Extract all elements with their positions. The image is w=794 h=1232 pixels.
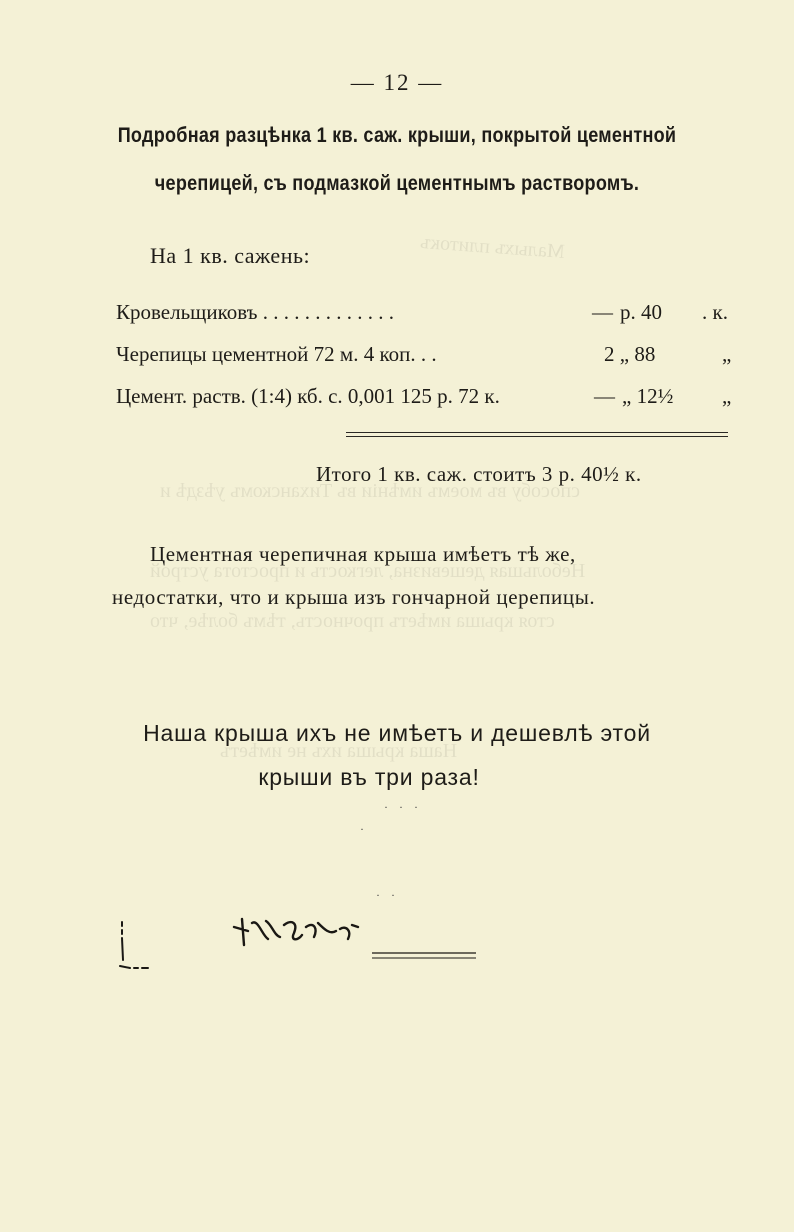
bleed-through-text: способу въ моемъ имѣніи въ Тиханскомъ уѣздѣ и: [160, 480, 580, 502]
row-label: Кровельщиковъ . . . . . . . . . . . . .: [116, 300, 394, 324]
slogan-line-1: Наша крыша ихъ не имѣетъ и дешевлѣ этой: [143, 720, 651, 746]
ink-speck: ·: [360, 822, 368, 836]
bleed-through-text: Наша крыша ихъ не имѣетъ: [220, 740, 458, 762]
row-label: Цемент. раств. (1:4) кб. с. 0,001 125 р. 72 к.: [116, 384, 500, 408]
subheading: На 1 кв. сажень:: [150, 243, 311, 268]
paragraph-line-2: недостатки, что и крыша изъ гончарной церепицы.: [112, 585, 596, 609]
ink-speck: · ·: [376, 888, 399, 902]
bleed-through-text: Малыхъ плитокъ: [419, 230, 566, 264]
row-dash: —: [592, 300, 613, 324]
row-kopecks: „: [722, 342, 732, 366]
row-label: Черепицы цементной 72 м. 4 коп. . .: [116, 342, 437, 366]
row-rubles: р. 40: [620, 300, 662, 324]
signature-icon: [232, 905, 482, 975]
bleed-through-text: стоя крыша имѣетъ прочность, тѣмъ болѣе, что: [150, 610, 555, 632]
total-line: Итого 1 кв. саж. стоитъ 3 р. 40½ к.: [316, 462, 642, 486]
heading-line-1: Подробная разцѣнка 1 кв. саж. крыши, покрытой цементной: [117, 124, 677, 147]
page-number: — 12 —: [350, 70, 444, 95]
row-kopecks: „: [722, 384, 732, 408]
paragraph-line-1: Цементная черепичная крыша имѣетъ тѣ же,: [150, 542, 576, 566]
row-rubles: „ 12½: [622, 384, 674, 408]
slogan-line-2: крыши въ три раза!: [258, 764, 480, 790]
sum-rule: [346, 432, 728, 433]
heading-line-2: черепицей, съ подмазкой цементнымъ растворомъ.: [154, 172, 640, 195]
margin-mark-icon: [114, 918, 174, 978]
ink-speck: · · ·: [384, 800, 422, 814]
row-rubles: 2 „ 88: [604, 342, 656, 366]
bleed-through-text: Небольшая дешевизна, легкость и простота устрой: [150, 560, 586, 582]
row-dash: —: [594, 384, 615, 408]
row-kopecks: . к.: [702, 300, 728, 324]
sum-rule-double: [346, 436, 728, 437]
